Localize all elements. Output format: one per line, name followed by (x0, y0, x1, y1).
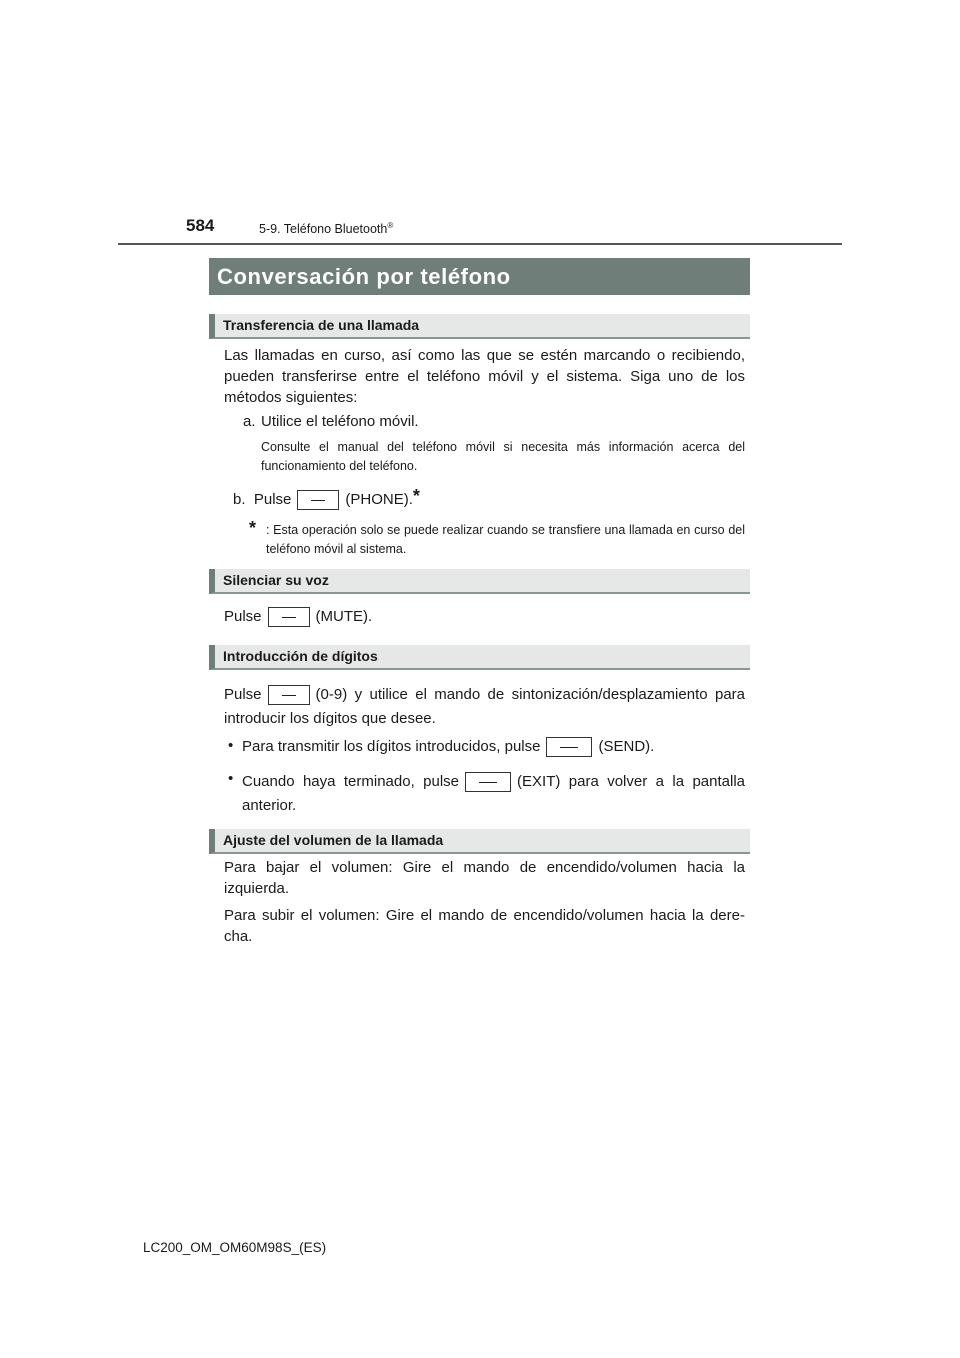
subheading-mute: Silenciar su voz (209, 569, 750, 594)
bullet-1-post: (SEND). (598, 737, 655, 755)
page-number: 584 (186, 216, 215, 235)
digits-button-icon (268, 685, 310, 705)
bullet-1-marker: • (228, 737, 234, 754)
section-label (259, 221, 393, 236)
subheading-volume: Ajuste del volumen de la llamada (209, 829, 750, 854)
mute-line (224, 607, 372, 627)
option-a-text: Utilice el teléfono móvil. (261, 413, 419, 430)
digits-pre: Pulse (224, 686, 262, 703)
option-b (233, 486, 420, 510)
bullet-2-marker: • (228, 770, 234, 787)
bullet-2-post: (EXIT) para volver a la pantalla anterior. (242, 773, 745, 814)
option-a-note: Consulte el manual del teléfono móvil si necesita más información acerca del funcionamiento del teléfono. (261, 440, 745, 473)
registered-mark: ® (387, 221, 394, 230)
phone-button-icon (297, 490, 339, 510)
subheading-digits: Introducción de dígitos (209, 645, 750, 670)
bullet-1-pre: Para transmitir los dígitos introducidos, pulse (242, 737, 541, 755)
digits-post: (0-9) y utilice el mando de sintonización/desplazamiento para introducir los dígitos que desee. (224, 686, 745, 727)
subheading-transfer: Transferencia de una llamada (209, 314, 750, 339)
option-b-label: b. (233, 490, 246, 508)
option-b-pre: Pulse (253, 490, 292, 508)
volume-down-text: Para bajar el volumen: Gire el mando de encendido/volumen hacia la izquierda. (224, 859, 745, 897)
footer-code: LC200_OM_OM60M98S_(ES) (143, 1240, 327, 1255)
mute-button-icon (268, 607, 310, 627)
section-label-text: 5-9. Teléfono Bluetooth (259, 222, 388, 237)
volume-up-text: Para subir el volumen: Gire el mando de encendido/volumen hacia la dere-cha. (224, 907, 745, 945)
header-rule (118, 243, 842, 245)
option-b-post: (PHONE). (345, 490, 413, 508)
asterisk-mark: * (412, 486, 420, 506)
option-a-label: a. (243, 413, 256, 430)
digits-paragraph (224, 683, 745, 731)
transfer-intro: Las llamadas en curso, así como las que se estén marcando o recibiendo, pueden transferirse entre el teléfono móvil y el sistema. Siga uno de los métodos siguientes: (224, 347, 745, 406)
mute-post: (MUTE). (315, 607, 373, 625)
bullet-2-pre: Cuando haya terminado, pulse (242, 773, 460, 790)
send-button-icon (546, 737, 592, 757)
page-title: Conversación por teléfono (209, 258, 750, 295)
bullet-2 (242, 770, 745, 818)
bullet-1 (242, 737, 654, 757)
mute-pre: Pulse (224, 607, 262, 625)
exit-button-icon (465, 772, 511, 792)
footnote-asterisk: * (249, 518, 257, 538)
footnote-text: : Esta operación solo se puede realizar cuando se transfiere una llamada en curso del teléfono móvil al sistema. (266, 523, 745, 556)
